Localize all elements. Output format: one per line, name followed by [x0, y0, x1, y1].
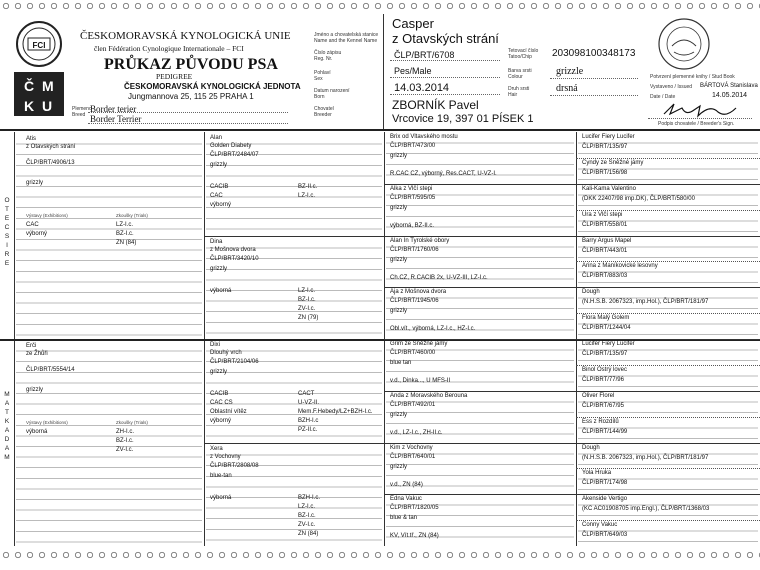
- ancestor-name: Lucifer Fiery Lucifer: [582, 134, 635, 140]
- ancestor-results: výborná, BZ-II.c.: [390, 222, 435, 229]
- dam-letter: K: [4, 418, 10, 425]
- dog-breeder-address: Vrcovice 19, 397 01 PÍSEK 1: [392, 113, 534, 125]
- document-title: PRŮKAZ PŮVODU PSA: [104, 56, 278, 73]
- ancestor-name: Dixi: [210, 342, 220, 348]
- ancestor-name: Arina z Maníkovické lesovny: [582, 263, 658, 270]
- pedigree-gen4-cell: [578, 159, 758, 183]
- date-label: Date / Date: [650, 94, 676, 100]
- ancestor-colour: grizzly: [390, 204, 408, 211]
- ancestor-name: Alan: [210, 135, 223, 141]
- ancestor-reg: ČLP/BRT/135/97: [582, 351, 628, 357]
- trial-result: BZH-I.c: [298, 418, 319, 424]
- ancestor-results: v.d., LZ-I.c., ZH-II.c.: [390, 429, 443, 436]
- ancestor-colour: grizzly: [390, 463, 408, 470]
- label-breeder: Chovatel: [314, 106, 334, 112]
- ancestor-colour: grizzly: [26, 180, 44, 186]
- trial-result: BZ-I.c.: [298, 296, 316, 303]
- dog-dob: 14.03.2014: [394, 82, 450, 94]
- show-result: CAC CS: [210, 400, 233, 406]
- trial-result: BZ-I.c.: [116, 231, 134, 237]
- pedigree-gen4-cell: [578, 392, 758, 416]
- breed-cz: Border terier: [90, 104, 137, 114]
- ancestor-colour: grizzly: [390, 411, 408, 418]
- dam-letter: T: [5, 409, 9, 416]
- ancestor-name: Ess z Rozdílů: [582, 418, 619, 425]
- ancestor-kennel: z Vochovny: [210, 453, 241, 460]
- show-result: CAC: [210, 193, 223, 199]
- ancestor-name: Ura z Vlčí stepi: [582, 211, 623, 218]
- dam-letter: M: [4, 454, 10, 461]
- pedigree-gen3-cell: [386, 185, 574, 235]
- ancestor-results: v.d., Dinka..., U MFS-II: [390, 378, 451, 384]
- ancestor-reg: ČLP/BRT/2104/06: [210, 359, 259, 365]
- trials-label: Zkoušky (Trials): [116, 213, 148, 218]
- ancestor-name: Dina: [210, 238, 223, 245]
- ancestor-name: Anda z Moravského Berouna: [390, 392, 468, 399]
- label-sex: Pohlaví: [314, 70, 331, 76]
- org-name: ČESKOMORAVSKÁ KYNOLOGICKÁ UNIE: [80, 30, 291, 42]
- pedigree-gen4-cell: [578, 469, 758, 493]
- ancestor-results: R.CAC CZ, výborný, Res.CACT, U-VZ-I.: [390, 171, 497, 177]
- ancestor-name: Brix od Vltavského mostu: [390, 134, 458, 140]
- ancestor-reg: ČLP/BRT/135/97: [582, 144, 628, 150]
- fci-member-line: člen Fédération Cynologique Internationale – FCI: [94, 44, 244, 53]
- issued-by: BÁRTOVÁ Stanislava: [700, 83, 758, 89]
- ancestor-name: Alan In Tyrolské obory: [390, 237, 450, 244]
- cmku-fci-logo: [8, 16, 70, 128]
- pedigree-gen4-cell: [578, 237, 758, 261]
- ancestor-reg: ČLP/BRT/883/03: [582, 273, 628, 280]
- ancestor-colour: blue tan: [390, 360, 412, 366]
- ancestor-colour: grizzly: [390, 153, 408, 159]
- sire-letter: E: [4, 260, 10, 267]
- ancestor-name: Dough: [582, 289, 600, 296]
- label-breeder-en: Breeder: [314, 112, 332, 118]
- pedigree-gen3-cell: [386, 237, 574, 287]
- decorative-border-bottom: [0, 549, 760, 561]
- trial-result: CACT: [298, 391, 315, 397]
- trial-result: ZN (84): [116, 240, 137, 246]
- ancestor-reg: ČLP/BRT/2484/07: [210, 152, 259, 158]
- ancestor-reg: (N.H.S.B. 2067323, imp.Hol.), ČLP/BRT/181/97: [582, 454, 709, 461]
- ancestor-colour: grizzly: [26, 387, 44, 393]
- ancestor-reg: ČLP/BRT/156/98: [582, 169, 628, 176]
- show-result: výborná: [210, 494, 232, 501]
- ancestor-kennel: z Otavských strání: [26, 144, 76, 150]
- ancestor-name: Cyndy ze Sněžné jámy: [582, 159, 644, 166]
- pedigree-gen4-cell: [578, 444, 758, 468]
- ancestor-kennel: Golden Diabety: [210, 143, 252, 149]
- ancestor-name: Dough: [582, 444, 600, 451]
- pedigree-gen4-cell: [578, 521, 758, 545]
- ancestor-reg: ČLP/BRT/77/96: [582, 376, 624, 383]
- ancestor-results: Ch.CZ, R.CACIB 2x, U-VZ-III, LZ-I.c.: [390, 274, 488, 281]
- ancestor-reg: ČLP/BRT/1945/06: [390, 298, 439, 305]
- trial-result: LZ-I.c.: [298, 193, 316, 199]
- ancestor-name: Kali-Kama Valentino: [582, 185, 636, 192]
- pedigree-gen4-cell: [578, 418, 758, 442]
- svg-text:K: K: [24, 98, 35, 114]
- ancestor-name: Flora Malý Golem: [582, 315, 630, 322]
- label-name-en: Name and the Kennel Name: [314, 38, 378, 44]
- issuer-address: Jungmannova 25, 115 25 PRAHA 1: [128, 92, 254, 101]
- pedigree-gen4-cell: [578, 314, 758, 338]
- ancestor-colour: grizzly: [390, 308, 408, 315]
- ancestor-reg: ČLP/BRT/558/01: [582, 221, 628, 228]
- pedigree-gen4-cell: [578, 288, 758, 312]
- ancestor-name: Oliver Florel: [582, 392, 615, 399]
- show-result: CACIB: [210, 184, 229, 190]
- ancestor-reg: ČLP/BRT/473/00: [390, 143, 436, 149]
- issued-label: Vystaveno / Issued: [650, 84, 693, 90]
- trial-result: LZ-I.c.: [298, 503, 316, 510]
- ancestor-kennel: Dlouhý vrch: [210, 350, 242, 356]
- svg-text:M: M: [42, 78, 54, 94]
- sire-letter: T: [5, 206, 9, 213]
- ancestor-reg: ČLP/BRT/649/03: [582, 532, 628, 539]
- pedigree-gen4-cell: [578, 366, 758, 390]
- label-tattoo-en: Tatoo/Chip: [508, 54, 532, 60]
- dog-sex: Pes/Male: [394, 66, 432, 76]
- pedigree-table: [0, 132, 760, 546]
- label-reg-en: Reg. Nr.: [314, 56, 333, 62]
- ancestor-name: Grim ze Sněžné jámy: [390, 341, 448, 347]
- ancestor-reg: ČLP/BRT/640/01: [390, 453, 436, 460]
- ancestor-reg: (DKK 22407/98 imp.DK), ČLP/BRT/580/00: [582, 195, 695, 202]
- ancestor-name: Edna Vakuc: [390, 496, 422, 503]
- sire-letter: O: [4, 197, 10, 204]
- ancestor-reg: ČLP/BRT/3420/10: [210, 255, 259, 262]
- trial-result: BZ-II.c.: [298, 184, 318, 190]
- issuer-name: ČESKOMORAVSKÁ KYNOLOGICKÁ JEDNOTA: [124, 82, 301, 91]
- side-label-sire: [2, 196, 12, 268]
- show-result: Oblastní vítěz: [210, 409, 247, 415]
- dam-letter: A: [4, 400, 10, 407]
- show-result: CAC: [26, 222, 39, 228]
- ancestor-colour: blue & tan: [390, 515, 418, 522]
- label-colour-en: Colour: [508, 74, 523, 80]
- show-result: CACIB: [210, 391, 229, 397]
- ancestor-reg: (KC AC01908705 imp.Engl.), ČLP/BRT/1368/03: [582, 506, 710, 513]
- pedigree-gen4-cell: [578, 495, 758, 519]
- document-subtitle: PEDIGREE: [156, 72, 193, 81]
- ancestor-reg: ČLP/BRT/1820/05: [390, 505, 439, 512]
- label-sex-en: Sex: [314, 76, 323, 82]
- trial-result: Mem.F.Hebedy/LZ+BZH-I.c.: [298, 409, 373, 415]
- side-label-dam: [2, 390, 12, 462]
- sire-letter: C: [4, 224, 10, 231]
- pedigree-gen4-cell: [578, 211, 758, 235]
- stud-book-label: Potvrzení plemenné knihy / Stud Book: [650, 74, 735, 80]
- dam-letter: A: [4, 427, 10, 434]
- trial-result: ZN (79): [298, 314, 319, 321]
- ancestor-name: Akenside Vertigo: [582, 496, 628, 503]
- trial-result: ZH-I.c.: [116, 429, 134, 435]
- pedigree-gen1-cell: [16, 134, 202, 337]
- ancestor-name: Yola Hruka: [582, 470, 612, 477]
- ancestor-reg: ČLP/BRT/443/01: [582, 247, 628, 254]
- trial-result: LZ-I.c.: [298, 287, 316, 294]
- ancestor-name: Ája z Mošnova dvora: [390, 289, 447, 296]
- ancestor-name: Alka z Vlčí stepi: [390, 185, 433, 192]
- ancestor-name: Kim z Vochovny: [390, 444, 433, 451]
- breed-en: Border Terrier: [90, 114, 142, 124]
- label-dob: Datum narození: [314, 88, 350, 94]
- breeder-signature: [660, 100, 750, 120]
- trial-result: PZ-II.c.: [298, 427, 318, 433]
- ancestor-reg: ČLP/BRT/1760/06: [390, 246, 439, 253]
- ancestor-reg: ČLP/BRT/5554/14: [26, 367, 75, 373]
- label-colour: Barva srsti: [508, 68, 532, 74]
- ancestor-reg: (N.H.S.B. 2067323, imp.Hol.), ČLP/BRT/181/97: [582, 299, 709, 306]
- trial-result: LZ-I.c.: [116, 222, 134, 228]
- pedigree-gen3-cell: [386, 495, 574, 545]
- label-tattoo: Tetovací číslo: [508, 48, 539, 54]
- label-dob-en: Born: [314, 94, 325, 100]
- label-hair-en: Hair: [508, 92, 518, 98]
- svg-text:U: U: [42, 98, 53, 114]
- svg-text:Č: Č: [24, 78, 35, 94]
- trial-result: ZV-I.c.: [298, 521, 316, 528]
- ancestor-reg: ČLP/BRT/1244/04: [582, 325, 631, 332]
- ancestor-name: Erči: [26, 343, 37, 349]
- logo-fci-text: FCI: [32, 41, 46, 50]
- pedigree-gen3-cell: [386, 340, 574, 390]
- ancestor-name: Binol Ostrý lovec: [582, 366, 628, 373]
- show-result: výborný: [210, 202, 232, 208]
- pedigree-gen2-cell: [206, 134, 382, 234]
- shows-label: Výstavy (Exhibitions): [26, 213, 68, 218]
- ancestor-results: Obl.vít., výborná, LZ-I.c., HZ-I.c.: [390, 326, 476, 333]
- issue-date: 14.05.2014: [712, 92, 748, 99]
- label-hair: Druh srsti: [508, 86, 530, 92]
- dam-letter: D: [4, 436, 10, 443]
- dog-reg-no: ČLP/BRT/6708: [394, 50, 455, 60]
- pedigree-gen3-cell: [386, 444, 574, 494]
- official-stamp: [654, 16, 714, 72]
- dog-chip: 203098100348173: [552, 48, 636, 59]
- ancestor-reg: ČLP/BRT/460/00: [390, 350, 436, 356]
- ancestor-colour: blue-tan: [210, 472, 232, 479]
- ancestor-results: v.d., ZN (84): [390, 481, 423, 488]
- ancestor-reg: ČLP/BRT/67/95: [582, 402, 624, 409]
- ancestor-reg: ČLP/BRT/595/05: [390, 194, 436, 201]
- pedigree-gen4-cell: [578, 262, 758, 286]
- ancestor-kennel: z Mošnova dvora: [210, 246, 256, 253]
- ancestor-colour: grizzly: [210, 369, 228, 375]
- ancestor-reg: ČLP/BRT/174/98: [582, 480, 628, 487]
- ancestor-results: KV, Vít.tř., ZN (84): [390, 533, 439, 540]
- ancestor-reg: ČLP/BRT/2808/08: [210, 462, 259, 469]
- pedigree-gen4-cell: [578, 185, 758, 209]
- ancestor-reg: ČLP/BRT/4906/13: [26, 160, 75, 166]
- ancestor-colour: grizzly: [390, 256, 408, 263]
- label-reg: Číslo zápisu: [314, 50, 342, 56]
- ancestor-name: Barry Argus Mapel: [582, 237, 632, 244]
- trial-result: BZH-I.c.: [298, 494, 320, 501]
- ancestor-kennel: ze Žhůři: [26, 351, 48, 357]
- breed-label: Plemeno: [72, 106, 92, 112]
- dog-breeder: ZBORNÍK Pavel: [392, 98, 479, 112]
- pedigree-gen2-cell: [206, 341, 382, 441]
- ancestor-colour: grizzly: [210, 265, 228, 272]
- breed-label-en: Breed: [72, 112, 86, 118]
- sire-letter: R: [4, 251, 10, 258]
- pedigree-gen2-cell: [206, 445, 382, 545]
- dam-letter: M: [4, 391, 10, 398]
- show-result: výborná: [210, 287, 232, 294]
- sire-letter: I: [6, 242, 8, 249]
- ancestor-name: Lucifer Fiery Lucifer: [582, 341, 635, 347]
- pedigree-gen3-cell: [386, 288, 574, 338]
- label-name: Jméno a chovatelská stanice: [314, 32, 379, 38]
- pedigree-gen1-cell: [16, 341, 202, 544]
- sire-letter: S: [4, 233, 10, 240]
- dog-hair: drsná: [556, 83, 578, 94]
- ancestor-reg: ČLP/BRT/492/01: [390, 401, 436, 408]
- trial-result: ZN (84): [298, 530, 319, 537]
- signature-label: Podpis chovatele / Breeder's Sign.: [658, 121, 735, 127]
- ancestor-colour: grizzly: [210, 162, 228, 168]
- pedigree-gen2-cell: [206, 238, 382, 338]
- dog-colour: grizzle: [556, 66, 584, 77]
- pedigree-gen3-cell: [386, 133, 574, 183]
- trial-result: BZ-I.c.: [116, 438, 134, 444]
- trial-result: BZ-I.c.: [298, 512, 316, 519]
- ancestor-name: Xera: [210, 445, 223, 452]
- dog-kennel: z Otavských strání: [392, 31, 499, 46]
- ancestor-reg: ČLP/BRT/144/99: [582, 428, 628, 435]
- pedigree-gen4-cell: [578, 340, 758, 364]
- pedigree-gen4-cell: [578, 133, 758, 157]
- show-result: výborná: [26, 429, 48, 435]
- trials-label: Zkoušky (Trials): [116, 420, 148, 425]
- sire-letter: E: [4, 215, 10, 222]
- trial-result: U-VZ-II.: [298, 400, 319, 406]
- trial-result: ZV-I.c.: [298, 305, 316, 312]
- trial-result: ZV-I.c.: [116, 447, 134, 453]
- shows-label: Výstavy (Exhibitions): [26, 420, 68, 425]
- ancestor-name: Conny Vakuc: [582, 522, 618, 529]
- decorative-border-top: [0, 0, 760, 12]
- dam-letter: A: [4, 445, 10, 452]
- ancestor-name: Atis: [26, 136, 37, 142]
- pedigree-gen3-cell: [386, 392, 574, 442]
- show-result: výborný: [26, 231, 48, 237]
- show-result: výborný: [210, 418, 232, 424]
- dog-name: Casper: [392, 16, 434, 31]
